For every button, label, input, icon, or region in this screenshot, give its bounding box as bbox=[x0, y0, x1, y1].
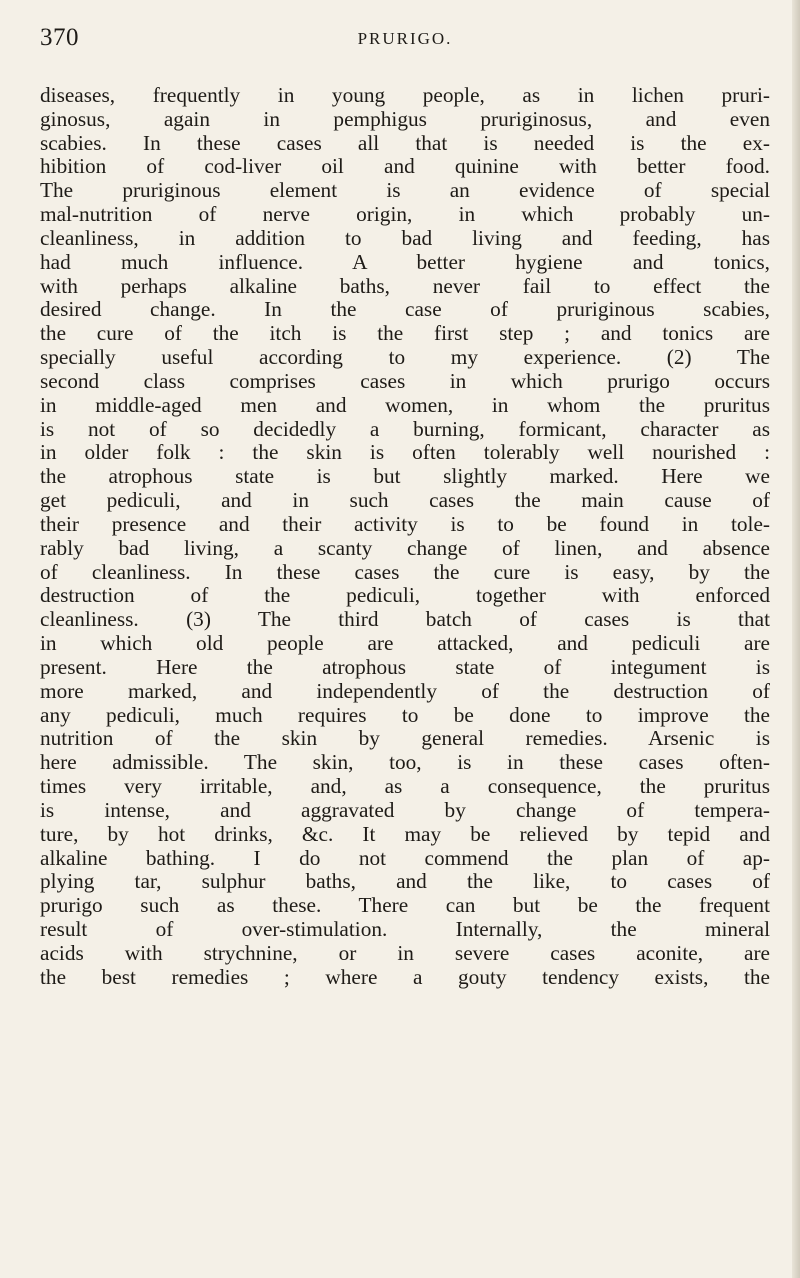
text-line: diseases, frequently in young people, as in lichen pruri- bbox=[40, 83, 770, 107]
text-line: is intense, and aggravated by change of tempera- bbox=[40, 797, 770, 822]
running-head: PRURIGO. bbox=[357, 29, 453, 48]
text-line: times very irritable, and, as a consequence, the pruritus bbox=[40, 774, 770, 799]
text-line: with perhaps alkaline baths, never fail to effect the bbox=[40, 273, 770, 298]
text-line: get pediculi, and in such cases the main cause of bbox=[40, 488, 770, 513]
page-number: 370 bbox=[40, 24, 79, 51]
text-line: second class comprises cases in which prurigo occurs bbox=[40, 368, 770, 393]
text-line: the cure of the itch is the first step ; and tonics are bbox=[40, 321, 770, 346]
body-paragraph bbox=[40, 84, 770, 989]
text-line: their presence and their activity is to be found in tole- bbox=[40, 511, 770, 536]
text-line: the best remedies ; where a gouty tendency exists, the bbox=[40, 964, 770, 989]
text-line: hibition of cod-liver oil and quinine with better food. bbox=[40, 154, 770, 179]
text-line: result of over-stimulation. Internally, the mineral bbox=[40, 916, 770, 941]
page-edge-shadow bbox=[792, 0, 800, 1278]
text-line: ture, by hot drinks, &c. It may be relieved by tepid and bbox=[40, 821, 770, 846]
text-line: the atrophous state is but slightly marked. Here we bbox=[40, 464, 770, 489]
text-line: acids with strychnine, or in severe cases aconite, are bbox=[40, 940, 770, 965]
text-line: destruction of the pediculi, together with enforced bbox=[40, 583, 770, 608]
text-line: desired change. In the case of pruriginous scabies, bbox=[40, 297, 770, 322]
text-line: had much influence. A better hygiene and tonics, bbox=[40, 249, 770, 274]
text-line: cleanliness. (3) The third batch of cases is that bbox=[40, 607, 770, 632]
text-line: specially useful according to my experience. (2) The bbox=[40, 345, 770, 370]
text-line: scabies. In these cases all that is needed is the ex- bbox=[40, 130, 770, 155]
text-line: nutrition of the skin by general remedies. Arsenic is bbox=[40, 726, 770, 751]
text-line: more marked, and independently of the destruction of bbox=[40, 678, 770, 703]
text-line: any pediculi, much requires to be done to improve the bbox=[40, 702, 770, 727]
text-line: of cleanliness. In these cases the cure is easy, by the bbox=[40, 559, 770, 584]
text-line: alkaline bathing. I do not commend the plan of ap- bbox=[40, 845, 770, 870]
page-header bbox=[40, 24, 770, 54]
text-line: in older folk : the skin is often tolerably well nourished : bbox=[40, 440, 770, 465]
text-line: prurigo such as these. There can but be the frequent bbox=[40, 893, 770, 918]
text-line: in which old people are attacked, and pediculi are bbox=[40, 631, 770, 656]
text-line: cleanliness, in addition to bad living and feeding, has bbox=[40, 225, 770, 250]
text-line: rably bad living, a scanty change of linen, and absence bbox=[40, 535, 770, 560]
text-line: plying tar, sulphur baths, and the like, to cases of bbox=[40, 869, 770, 894]
text-line: ginosus, again in pemphigus pruriginosus, and even bbox=[40, 106, 770, 131]
text-line: The pruriginous element is an evidence of special bbox=[40, 178, 770, 203]
text-line: in middle-aged men and women, in whom the pruritus bbox=[40, 392, 770, 417]
text-line: mal-nutrition of nerve origin, in which probably un- bbox=[40, 202, 770, 227]
text-line: here admissible. The skin, too, is in these cases often- bbox=[40, 750, 770, 775]
text-line: is not of so decidedly a burning, formicant, character as bbox=[40, 416, 770, 441]
text-line: present. Here the atrophous state of integument is bbox=[40, 654, 770, 679]
